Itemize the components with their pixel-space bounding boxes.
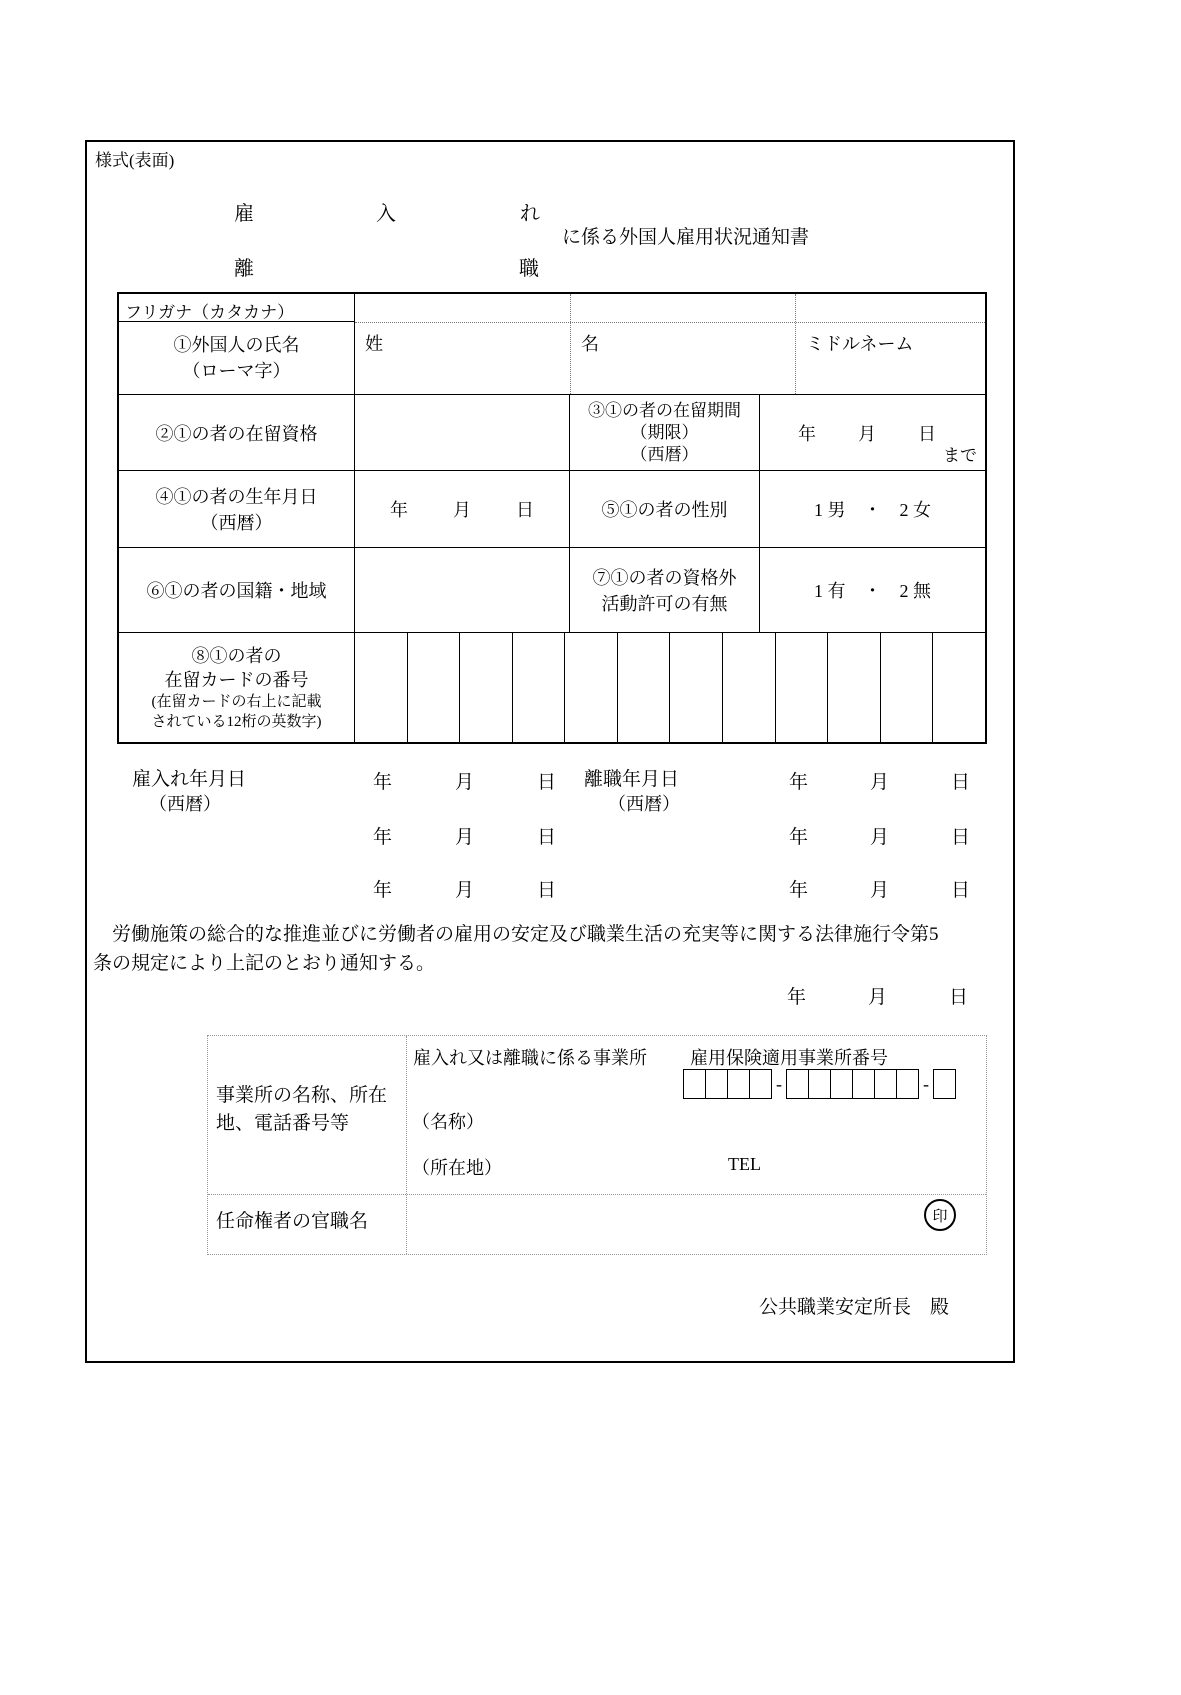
period-until-label: まで: [943, 446, 977, 465]
insurance-number-label: 雇用保険適用事業所番号: [690, 1048, 888, 1068]
card-digit-cell[interactable]: [880, 633, 933, 742]
office-tel-label: TEL: [728, 1154, 761, 1174]
title-hire-char-3: れ: [520, 203, 540, 225]
surname-field[interactable]: [355, 294, 570, 394]
card-digit-cell[interactable]: [564, 633, 617, 742]
office-address-label: （所在地）: [412, 1158, 502, 1178]
period-year-label: 年: [798, 423, 816, 444]
insurance-digit-box[interactable]: [874, 1069, 897, 1099]
given-name-label: 名: [581, 334, 599, 354]
name-label-cell: [119, 294, 354, 394]
nationality-field[interactable]: [354, 548, 569, 632]
name-row: [119, 294, 985, 394]
insurance-digit-box[interactable]: [683, 1069, 706, 1099]
hire-date-calendar-label: （西暦）: [149, 794, 221, 814]
office-header-left: 雇入れ又は離職に係る事業所: [413, 1048, 647, 1068]
appointer-label: 任命権者の官職名: [216, 1211, 369, 1232]
leave-date-row-1: 年 月 日: [789, 772, 971, 793]
insurance-digit-box[interactable]: [749, 1069, 772, 1099]
title-leave-char-1: 離: [234, 258, 254, 280]
birth-day-label: 日: [516, 500, 534, 520]
insurance-digit-box[interactable]: [852, 1069, 875, 1099]
residence-status-field[interactable]: [354, 395, 569, 470]
title-hire-char-1: 雇: [234, 203, 254, 225]
birth-month-label: 月: [453, 500, 471, 520]
hire-date-row-1: 年 月 日: [373, 772, 557, 793]
office-name-label: （名称）: [412, 1112, 484, 1132]
residence-period-field[interactable]: [759, 395, 985, 470]
nationality-row: [119, 547, 985, 632]
office-vertical-divider: [406, 1036, 407, 1254]
period-month-label: 月: [858, 423, 876, 444]
card-digit-cell[interactable]: [775, 633, 828, 742]
insurance-digit-box[interactable]: [808, 1069, 831, 1099]
title-leave-char-2: 職: [519, 258, 539, 280]
card-digit-cell[interactable]: [932, 633, 985, 742]
residence-card-number-cells: [354, 633, 985, 742]
form-side-label: 様式(表面): [95, 151, 175, 170]
permit-label: ⑦①の者の資格外 活動許可の有無: [569, 548, 759, 632]
card-digit-cell[interactable]: [669, 633, 722, 742]
notice-date-row: 年 月 日: [787, 987, 969, 1008]
given-name-field[interactable]: [570, 294, 795, 394]
birth-date-row: [119, 470, 985, 547]
recipient-line: 公共職業安定所長 殿: [759, 1297, 950, 1318]
permit-options-field[interactable]: 1 有 ・ 2 無: [759, 548, 985, 632]
insurance-digit-box[interactable]: [830, 1069, 853, 1099]
title-hire-char-2: 入: [376, 203, 396, 225]
notice-line-1: 労働施策の総合的な推進並びに労働者の雇用の安定及び職業生活の充実等に関する法律施行令第5: [93, 924, 939, 945]
sex-label: ⑤①の者の性別: [569, 471, 759, 547]
notice-line-2: 条の規定により上記のとおり通知する。: [93, 953, 436, 974]
foreigner-info-table: [117, 292, 987, 744]
surname-label: 姓: [365, 334, 383, 354]
middle-name-field[interactable]: [795, 294, 985, 394]
insurance-digit-box[interactable]: [705, 1069, 728, 1099]
insurance-digit-box[interactable]: [933, 1069, 956, 1099]
insurance-digit-box[interactable]: [786, 1069, 809, 1099]
card-digit-cell[interactable]: [355, 633, 407, 742]
card-digit-cell[interactable]: [512, 633, 565, 742]
card-digit-cell[interactable]: [459, 633, 512, 742]
insurance-number-dash: -: [776, 1073, 782, 1094]
birth-date-label: ④①の者の生年月日 （西暦）: [155, 487, 318, 533]
card-digit-cell[interactable]: [827, 633, 880, 742]
hire-date-label: 雇入れ年月日: [132, 769, 247, 790]
residence-card-label: ⑧①の者の 在留カードの番号 (在留カードの右上に記載 されている12桁の英数字): [151, 645, 322, 730]
residence-status-row: [119, 394, 985, 470]
foreigner-name-label: ①外国人の氏名 （ローマ字）: [173, 334, 300, 381]
office-section: [207, 1035, 987, 1255]
card-digit-cell[interactable]: [722, 633, 775, 742]
nationality-label: ⑥①の者の国籍・地域: [146, 581, 327, 601]
residence-period-label: ③①の者の在留期間 （期限） （西暦）: [569, 395, 759, 470]
furigana-label: フリガナ（カタカナ）: [119, 294, 354, 322]
insurance-digit-box[interactable]: [727, 1069, 750, 1099]
period-day-label: 日: [918, 423, 936, 444]
insurance-number-dash: -: [923, 1073, 929, 1094]
leave-date-row-3: 年 月 日: [789, 880, 971, 901]
office-horizontal-divider: [208, 1194, 986, 1195]
establishment-label: 事業所の名称、所在 地、電話番号等: [216, 1085, 388, 1134]
middle-name-label: ミドルネーム: [806, 334, 914, 354]
residence-card-row: [119, 632, 985, 742]
card-digit-cell[interactable]: [617, 633, 670, 742]
sex-options-field[interactable]: 1 男 ・ 2 女: [759, 471, 985, 547]
card-digit-cell[interactable]: [407, 633, 460, 742]
leave-date-row-2: 年 月 日: [789, 827, 971, 848]
form-sheet: [85, 140, 1015, 1363]
notice-paragraph: [93, 920, 1009, 978]
title-suffix: に係る外国人雇用状況通知書: [562, 227, 810, 248]
birth-year-label: 年: [390, 500, 408, 520]
residence-status-label: ②①の者の在留資格: [155, 423, 318, 444]
seal-stamp-icon: 印: [924, 1199, 956, 1231]
insurance-digit-box[interactable]: [896, 1069, 919, 1099]
birth-date-field[interactable]: [354, 471, 569, 547]
leave-date-calendar-label: （西暦）: [608, 794, 680, 814]
hire-date-row-2: 年 月 日: [373, 827, 557, 848]
hire-date-row-3: 年 月 日: [373, 880, 557, 901]
leave-date-label: 離職年月日: [584, 769, 680, 790]
name-entry-cell: [354, 294, 985, 394]
insurance-number-boxes: [683, 1069, 956, 1099]
